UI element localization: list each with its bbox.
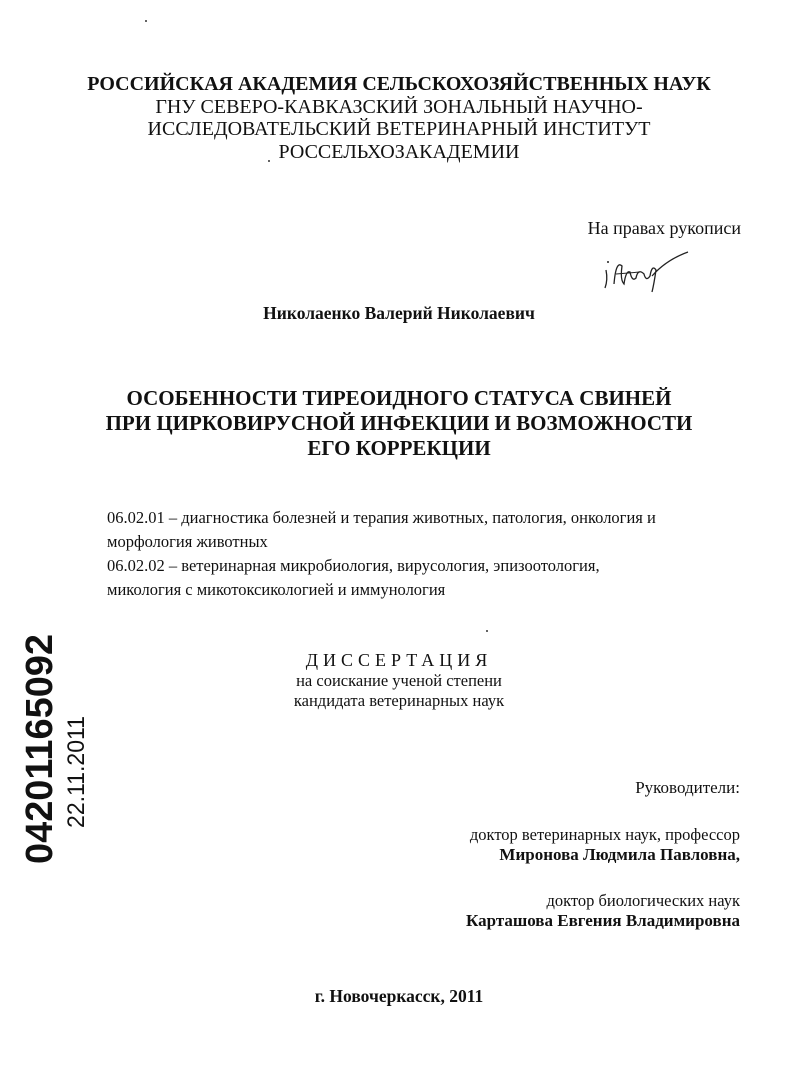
- manuscript-note: На правах рукописи: [587, 218, 741, 238]
- specialty-line: 06.02.01 – диагностика болезней и терапия животных, патология, онкология и: [107, 508, 656, 527]
- organization-header: [0, 73, 798, 163]
- specialty-line: морфология животных: [107, 532, 268, 551]
- dissertation-designation: [0, 650, 798, 711]
- institute-name-line-3: РОССЕЛЬХОЗАКАДЕМИИ: [278, 140, 520, 163]
- degree-line-1: на соискание ученой степени: [296, 671, 502, 690]
- city-year: г. Новочеркасск, 2011: [314, 986, 484, 1006]
- signature-icon: [596, 240, 692, 296]
- dissertation-label: ДИССЕРТАЦИЯ: [305, 650, 493, 670]
- specialties: [107, 506, 747, 602]
- scan-mark: [145, 20, 147, 22]
- title-line-2: ПРИ ЦИРКОВИРУСНОЙ ИНФЕКЦИИ И ВОЗМОЖНОСТИ: [105, 411, 693, 435]
- scan-mark: [486, 630, 488, 632]
- institute-name-line-2: ИССЛЕДОВАТЕЛЬСКИЙ ВЕТЕРИНАРНЫЙ ИНСТИТУТ: [147, 118, 651, 140]
- scan-mark: [268, 160, 270, 162]
- stamp-number: 04201165092: [19, 633, 61, 864]
- title-line-3: ЕГО КОРРЕКЦИИ: [307, 436, 491, 460]
- dissertation-title: [0, 386, 798, 461]
- title-line-1: ОСОБЕННОСТИ ТИРЕОИДНОГО СТАТУСА СВИНЕЙ: [126, 386, 672, 410]
- specialty-line: микология с микотоксикологией и иммунология: [107, 580, 446, 599]
- supervisor-1-name: Миронова Людмила Павловна,: [499, 845, 740, 864]
- stamp-date: 22.11.2011: [63, 711, 90, 828]
- library-stamp: [2, 632, 98, 868]
- supervisor-1-degree: доктор ветеринарных наук, профессор: [469, 825, 740, 844]
- institute-name-line-1: ГНУ СЕВЕРО-КАВКАЗСКИЙ ЗОНАЛЬНЫЙ НАУЧНО-: [155, 95, 643, 118]
- degree-line-2: кандидата ветеринарных наук: [293, 691, 505, 710]
- author-name: Николаенко Валерий Николаевич: [263, 303, 535, 323]
- academy-name: РОССИЙСКАЯ АКАДЕМИЯ СЕЛЬСКОХОЗЯЙСТВЕННЫХ НАУК: [87, 73, 711, 95]
- supervisors: [466, 778, 740, 931]
- supervisor-2-degree: доктор биологических наук: [546, 891, 740, 910]
- supervisor-2-name: Карташова Евгения Владимировна: [465, 911, 740, 930]
- specialty-line: 06.02.02 – ветеринарная микробиология, вирусология, эпизоотология,: [107, 556, 600, 575]
- supervisors-heading: Руководители:: [635, 778, 740, 797]
